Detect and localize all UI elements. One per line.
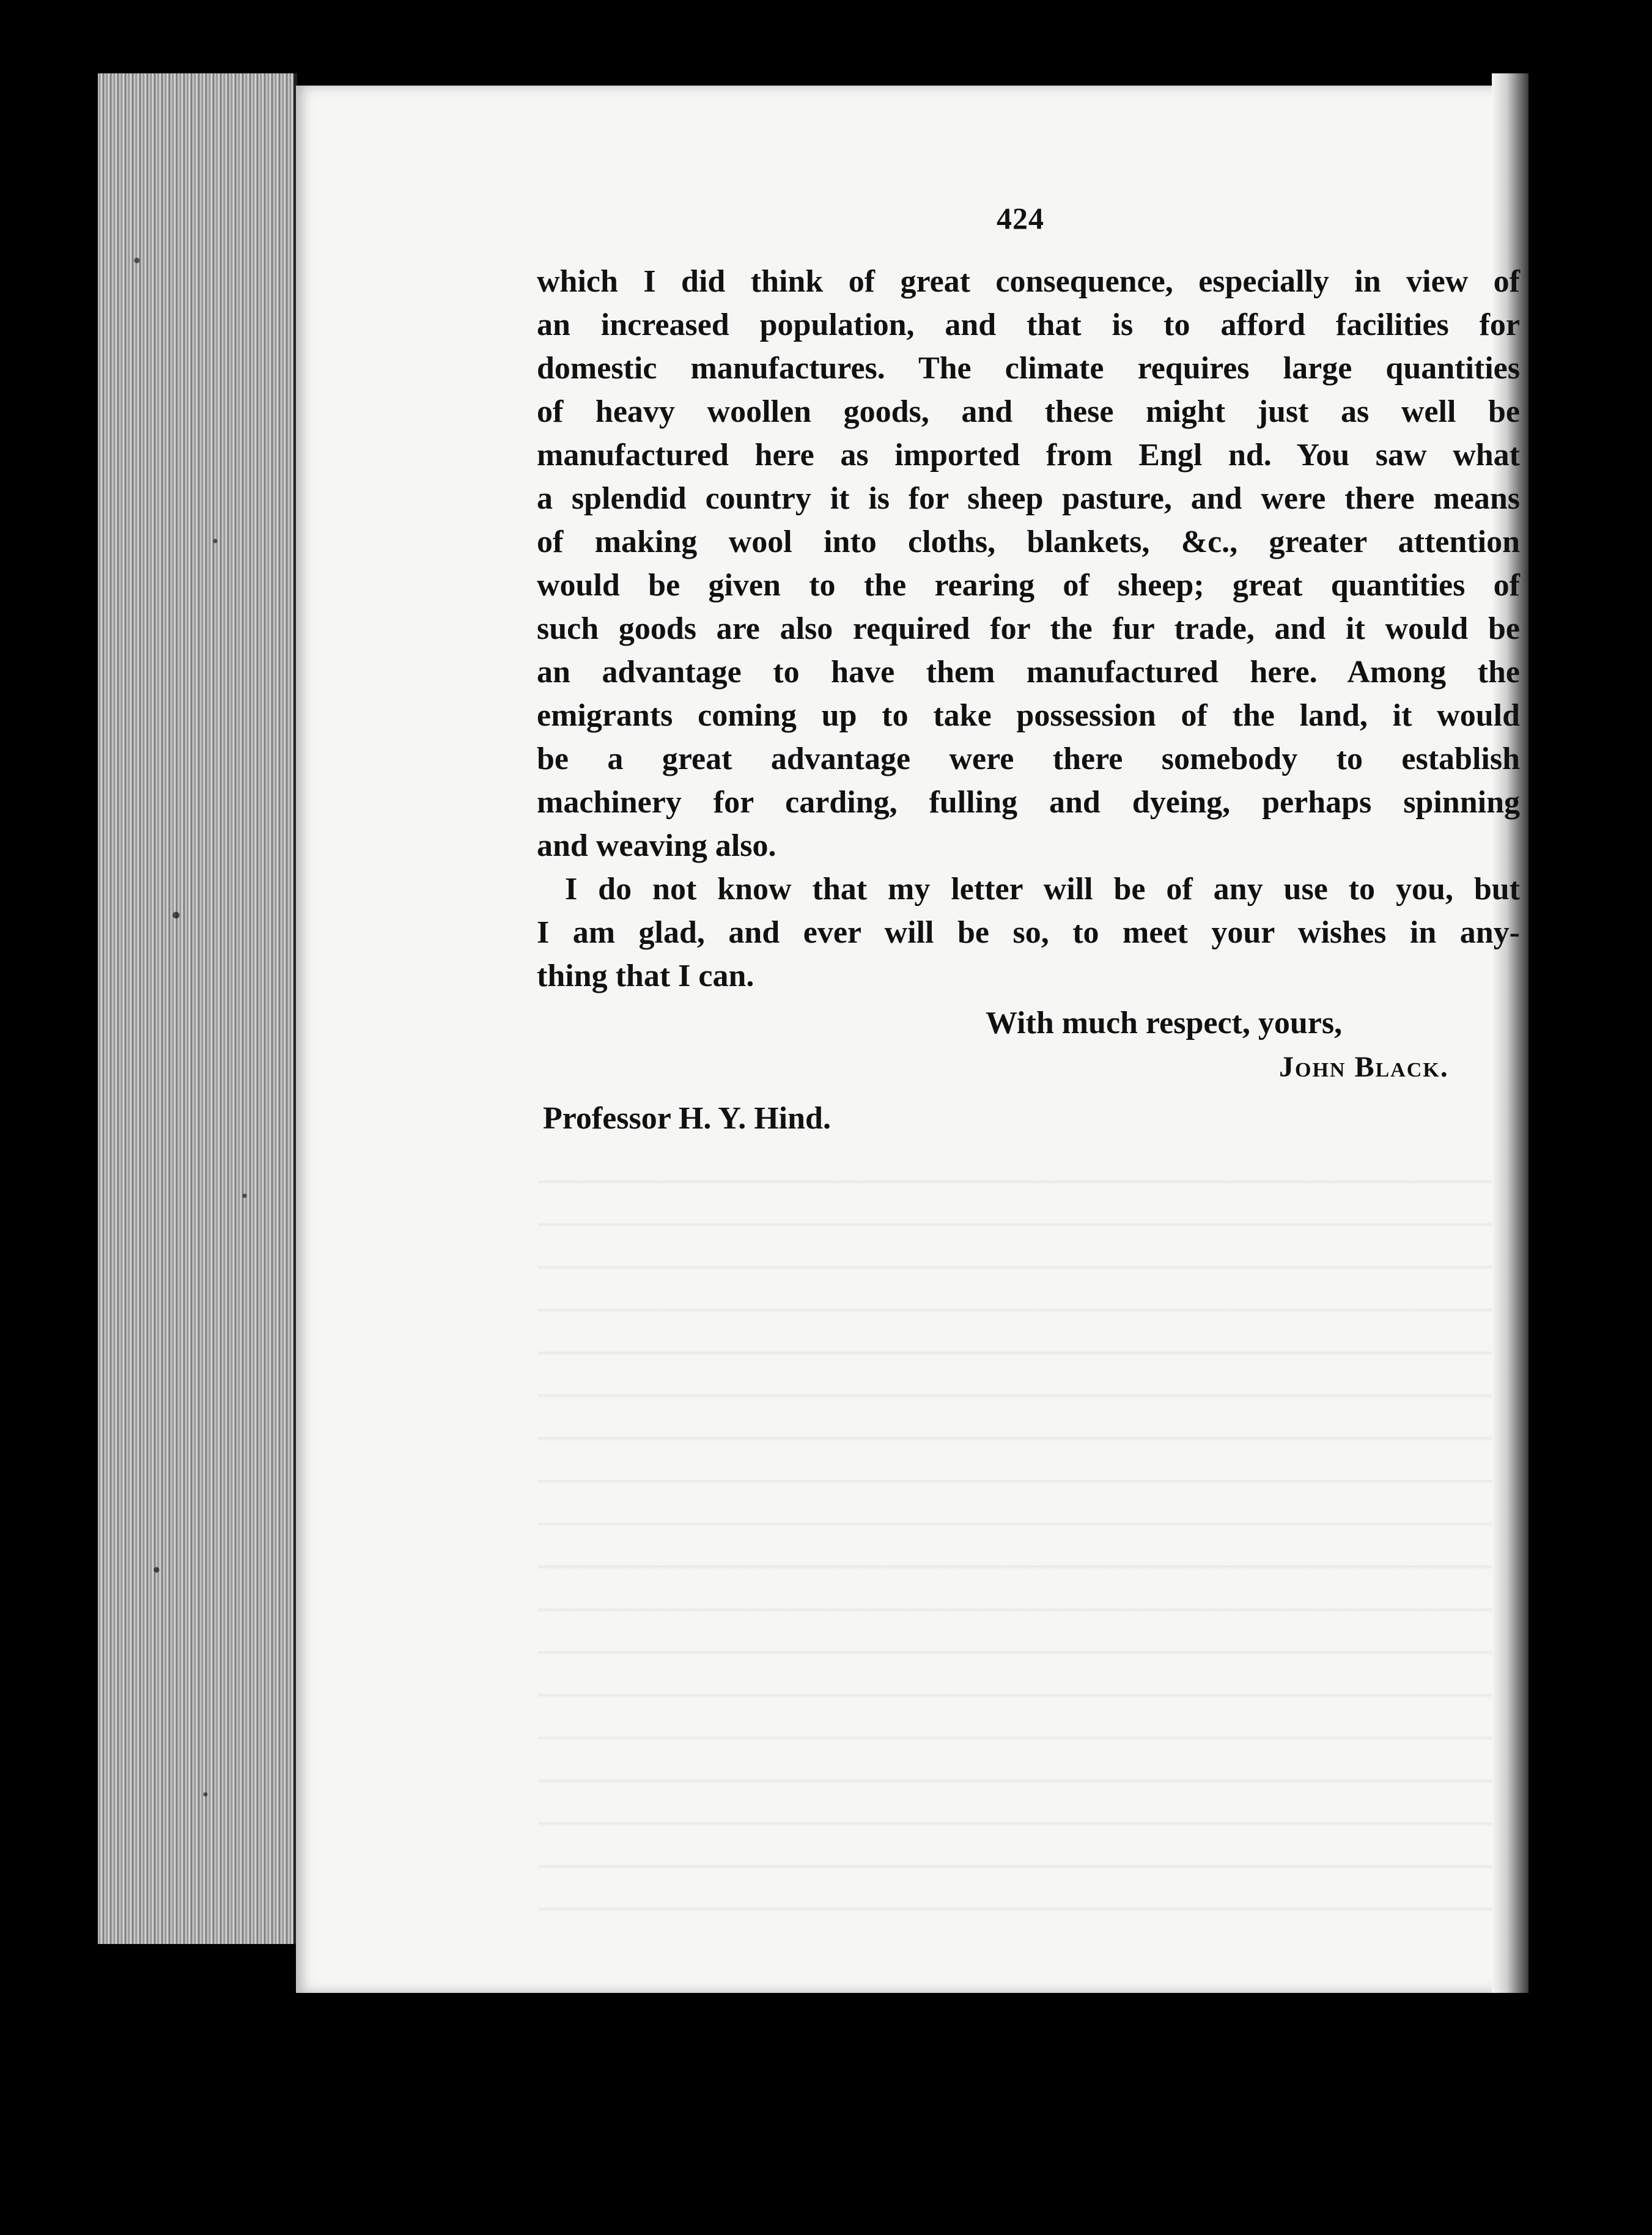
text-line: emigrants coming up to take possession of the land, it would [537,698,1520,733]
text-line: a splendid country it is for sheep pasture, and were there means [537,481,1520,516]
text-line: of making wool into cloths, blankets, &c., greater attention [537,525,1520,559]
text-line: I do not know that my letter will be of any use to you, but [565,872,1520,907]
letter-signature: John Black. [1279,1051,1449,1083]
book-page-edge [98,73,297,1944]
letter-closing: With much respect, yours, [986,1006,1343,1040]
text-line: such goods are also required for the fur trade, and it would be [537,611,1520,646]
text-line: be a great advantage were there somebody to establish [537,742,1520,776]
text-line: of heavy woollen goods, and these might just as well be [537,394,1520,429]
text-line: machinery for carding, fulling and dyeing, perhaps spinning [537,785,1520,820]
page-edge-speckle [98,73,293,1944]
show-through-bleed [538,1149,1492,1944]
text-line: I am glad, and ever will be so, to meet your wishes in any- [537,915,1520,950]
letter-addressee: Professor H. Y. Hind. [543,1101,831,1136]
text-line: domestic manufactures. The climate requires large quantities [537,351,1520,386]
text-line: manufactured here as imported from Engl nd. You saw what [537,438,1520,473]
text-line: thing that I can. [537,959,754,993]
page-number: 424 [997,201,1044,235]
text-line: and weaving also. [537,828,776,863]
text-line: an increased population, and that is to afford facilities for [537,307,1520,342]
text-line: an advantage to have them manufactured here. Among the [537,655,1520,690]
text-line: would be given to the rearing of sheep; great quantities of [537,568,1520,603]
text-line: which I did think of great consequence, especially in view of [537,264,1520,299]
body-text [537,260,1520,998]
